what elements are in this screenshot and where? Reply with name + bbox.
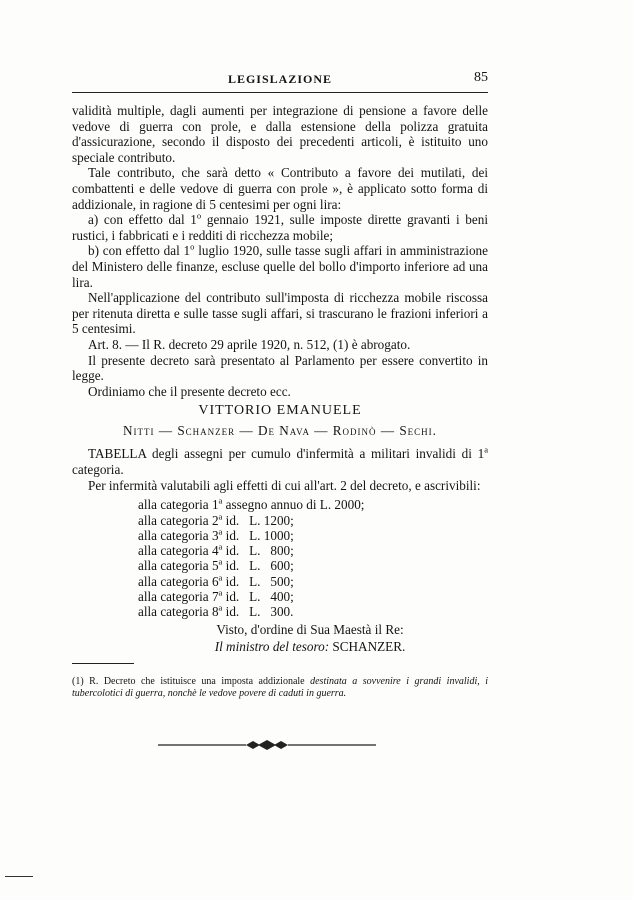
list-item: alla categoria 4$^a$ id. L. 800;: [138, 541, 294, 559]
ministers-signature: Nitti — Schanzer — De Nava — Rodinò — Sechi.: [123, 422, 437, 438]
king-signature: VITTORIO EMANUELE: [198, 403, 362, 419]
list-item: alla categoria 2$^a$ id. L. 1200;: [138, 511, 294, 528]
list-item: alla categoria 5$^a$ id. L. 600;: [138, 557, 294, 574]
treasury-minister-signature: Il ministro del tesoro: SCHANZER.: [214, 639, 406, 655]
paragraph-ordiniamo: Ordiniamo che il presente decreto ecc.: [88, 383, 291, 399]
paragraph-contributo: Tale contributo, che sarà detto « Contributo a favore dei mutilati, dei combattenti e delle vedove di guerra con prole », è applicato sotto forma di addizionale, in ragione di 5 centesimi per ogni lira:: [72, 165, 488, 212]
page-header: [72, 72, 488, 92]
clause-b: b) con effetto dal 1$^o$ luglio 1920, sulle tasse sugli affari in amministrazione del Ministero delle finanze, escluse quelle del bollo d'importo inferiore ad una lira.: [72, 241, 488, 290]
running-title: LEGISLAZIONE: [227, 72, 333, 86]
header-rule: [72, 92, 488, 93]
list-item: alla categoria 3$^a$ id. L. 1000;: [138, 526, 294, 543]
list-item: alla categoria 7$^a$ id. L. 400;: [138, 587, 294, 605]
tabella-intro: Per infermità valutabili agli effetti di cui all'art. 2 del decreto, e ascrivibili:: [88, 477, 481, 493]
visto-line: Visto, d'ordine di Sua Maestà il Re:: [216, 621, 404, 637]
paragraph-application: Nell'applicazione del contributo sull'imposta di ricchezza mobile riscossa per ritenuta diretta e sulle tasse sugli affari, si trascurano le frazioni inferiori a 5 centesimi.: [72, 290, 488, 337]
list-item: alla categoria 1$^a$ assegno annuo di L. 2000;: [138, 495, 365, 513]
tabella-title: TABELLA degli assegni per cumulo d'infermità a militari invalidi di 1$^a$ categoria.: [72, 445, 488, 478]
paragraph-continuation: validità multiple, dagli aumenti per integrazione di pensione a favore delle vedove di guerra con prole, e dalla estensione della polizza gratuita d'assicurazione, secondo il disposto dei precedenti articoli, è istituito uno speciale contributo.: [72, 103, 488, 165]
article-8: Art. 8. — Il R. decreto 29 aprile 1920, n. 512, (1) è abrogato.: [88, 336, 411, 352]
footnote: (1) R. Decreto che istituisce una imposta addizionale destinata a sovvenire i grandi invalidi, i tubercolotici di guerra, nonchè le vedove povere di caduti in guerra.: [72, 676, 488, 699]
list-item: alla categoria 8$^a$ id. L. 300.: [138, 602, 294, 620]
main-text: [72, 103, 488, 655]
clause-a: a) con effetto dal 1$^o$ gennaio 1921, sulle imposte dirette gravanti i beni rustici, i fabbricati e i redditi di ricchezza mobile;: [72, 210, 489, 243]
page-number: 85: [474, 70, 488, 85]
margin-mark: [5, 876, 33, 877]
paragraph-parliament: Il presente decreto sarà presentato al Parlamento per essere convertito in legge.: [72, 352, 488, 384]
list-item: alla categoria 6$^a$ id. L. 500;: [138, 572, 294, 589]
allowance-list: [72, 497, 488, 619]
ornament-divider: [158, 738, 376, 752]
footnote-rule: [72, 663, 134, 664]
